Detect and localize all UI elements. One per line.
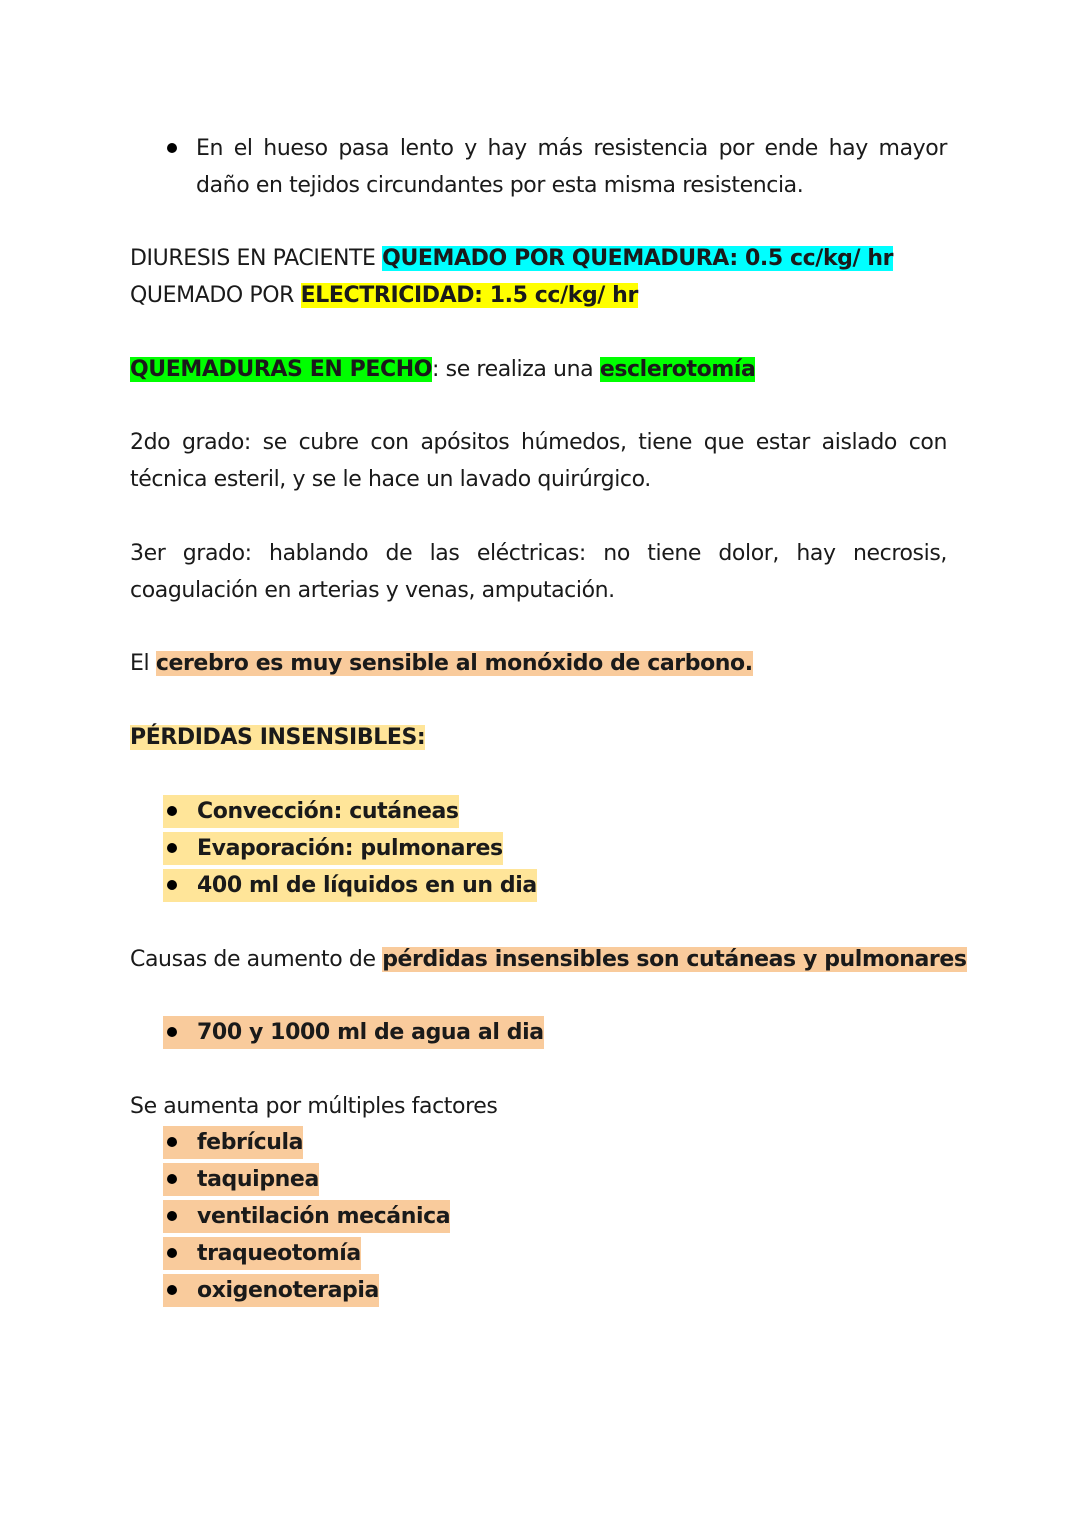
losses-item [163,832,503,865]
diuresis-prefix: DIURESIS EN PACIENTE [130,246,383,271]
chest-burns-line [130,351,947,388]
factor-item [163,1200,450,1233]
bullet-dot [167,1248,177,1258]
bullet-dot [167,1285,177,1295]
causes-highlight: pérdidas insensibles son cutáneas y pulmonares [382,947,967,972]
factor-item [163,1126,303,1159]
diuresis-electric-prefix: QUEMADO POR [130,283,301,308]
losses-item [163,869,537,902]
brain-line [130,645,947,682]
losses-item [163,795,459,828]
factor-item-text: oxigenoterapia [197,1278,379,1303]
losses-item-text: Convección: cutáneas [197,799,459,824]
causes-prefix: Causas de aumento de [130,947,383,972]
losses-title-line [130,719,947,756]
second-degree-paragraph: 2do grado: se cubre con apósitos húmedos, tiene que estar aislado con técnica esteril, y se le hace un lavado quirúrgico. [130,430,947,492]
diuresis-electric-highlight: ELECTRICIDAD: 1.5 cc/kg/ hr [300,283,638,308]
brain-highlight: cerebro es muy sensible al monóxido de carbono. [155,651,753,676]
losses-item-text: Evaporación: pulmonares [197,836,503,861]
bullet-dot [167,1174,177,1184]
water-item [163,1016,544,1049]
factors-title: Se aumenta por múltiples factores [130,1094,498,1119]
losses-item-text: 400 ml de líquidos en un dia [197,873,537,898]
bone-bullet-text: En el hueso pasa lento y hay más resistencia por ende hay mayor daño en tejidos circundantes por esta misma resistencia. [196,136,947,198]
bullet-dot [167,1137,177,1147]
diuresis-burn-highlight: QUEMADO POR QUEMADURA: 0.5 cc/kg/ hr [382,246,894,271]
chest-burns-term: esclerotomía [599,357,756,382]
diuresis-line-1 [130,240,947,277]
factor-item-text: taquipnea [197,1167,319,1192]
factor-item-text: febrícula [197,1130,304,1155]
bullet-dot [167,880,177,890]
factor-item [163,1237,361,1270]
diuresis-line-2 [130,277,947,314]
bullet-dot [167,1027,177,1037]
third-degree-paragraph: 3er grado: hablando de las eléctricas: no tiene dolor, hay necrosis, coagulación en arterias y venas, amputación. [130,541,947,603]
factor-item-text: ventilación mecánica [197,1204,451,1229]
bullet-dot [167,806,177,816]
causes-line [130,941,967,978]
water-item-text: 700 y 1000 ml de agua al dia [197,1020,544,1045]
losses-title: PÉRDIDAS INSENSIBLES: [130,725,426,750]
bullet-dot [167,1211,177,1221]
factor-item [163,1274,379,1307]
bullet-dot [167,143,177,153]
brain-prefix: El [130,651,156,676]
chest-burns-highlight: QUEMADURAS EN PECHO [130,357,433,382]
factor-item-text: traqueotomía [197,1241,361,1266]
bullet-dot [167,843,177,853]
chest-burns-middle: : se realiza una [432,357,600,382]
factor-item [163,1163,319,1196]
